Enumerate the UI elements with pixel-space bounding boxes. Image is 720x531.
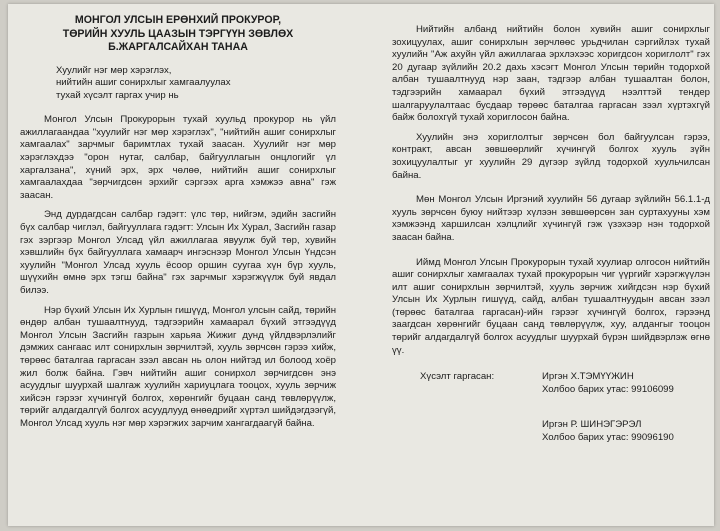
- requesters-label: Хүсэлт гаргасан:: [420, 371, 495, 383]
- subject-line-2: нийтийн ашиг сонирхлыг хамгаалуулах: [56, 77, 231, 89]
- body-paragraph: Монгол Улсын Прокурорын тухай хуульд прокурор нь үйл ажиллагаандаа "хуулийг нэг мөр хэрэглэх", "нийтийн ашиг сонирхлыг хамгаалах" зарчмыг баримтлах тухай заасан. Хуулийг нэг мөр хэрэглэхдээ "орон нутаг, салбар, байгууллагын онцлогийг үл харгалзана", хүний эрх, эрх чөлөө, нийтийн ашиг сонирхлыг хамгаалахдаа "зөрчигдсөн эрхийг сэргээх арга хэмжээ авна" гэж заасан.: [20, 114, 336, 201]
- body-paragraph: Иймд Монгол Улсын Прокурорын тухай хуулиар олгосон нийтийн ашиг сонирхлыг хамгаалах тухай прокурорын чиг үүргийг хэрэгжүүлэн илт ашиг сонирхлын зөрчилтэй, хууль зөрчиж хийгдсэн нэр бүхий Улсын Их Хурлын гишүүд, сайд, албан тушаалтнуудын авсан зээл (төрөөс баталгаа гаргасан)-ийн гэрээг хүчингүй болгох, гэрээнд заагдсан хөрөнгийг буцаан санд төвлөрүүлж, хуу, алдангыг тооцон төрийг алдагдалгүй болгох асуудлыг шуурхай бүрэн шийдвэрлэж өгнө үү.: [392, 256, 710, 356]
- requesters-block: [392, 371, 710, 481]
- left-column: [20, 14, 336, 438]
- subject-line-1: Хуулийг нэг мөр хэрэглэх,: [56, 64, 172, 76]
- header-line-1: МОНГОЛ УЛСЫН ЕРӨНХИЙ ПРОКУРОР,: [74, 14, 282, 26]
- header-line-3: Б.ЖАРГАЛСАЙХАН ТАНАА: [108, 41, 248, 53]
- body-paragraph: Хуулийн энэ хориглолтыг зөрчсөн бол байгуулсан гэрээ, контракт, авсан зөвшөөрлийг хүчингүй болгох хууль зүйн зохицуулалтыг уг хуулийн 29 дүгээр зүйлд тодорхой хуульчилсан байна.: [392, 131, 710, 181]
- signer-1-name: Иргэн Х.ТЭМҮҮЖИН: [542, 371, 634, 383]
- body-paragraph: Энд дурдагдсан салбар гэдэгт: үлс төр, нийгэм, эдийн засгийн бүх салбар чиглэл, байгууллага гэдэгт: Улсын Их Хурал, Засгийн газар гэх зэргээр Монгол Улсад үйл ажиллагаа явуулж буй төр, хувийн хэвшлийн бүх байгууллага хамаарч ингэснээр Монгол Улсын Үндсэн хуулийн "Монгол Улсад хууль ёсоор оршин суугаа хүн бүр хууль, шүүхийн өмнө эрх тэгш байна" гэх зарчмыг хэрэгжүүлж буй явдал билээ.: [20, 209, 336, 296]
- right-column: [392, 24, 710, 481]
- signer-1: [542, 371, 674, 396]
- body-paragraph: Нэр бүхий Улсын Их Хурлын гишүүд, Монгол улсын сайд, төрийн өндөр албан тушаалтнууд, тэдгээрийн хамаарал бүхий этгээдүүд Монгол Улсын Засгийн газрын харьяа Жижиг дунд үйлдвэрлэлийг дэмжих сангаас илт сонирхлын зөрчилтэй, хууль зөрчсөн гэрээ хийж, төрөөс баталгаа гаргасан зээл авсан нь олон нийтэд ил болоод хоёр жил болж байна. Гэвч нийтийн ашиг сонирхол зөрчигдсөн энэ асуудлыг шуурхай шалгаж хуулийн хариуцлага тооцох, хууль зөрчиж хийсэн гэрээг хүчингүй болгох, хөрөнгийг буцаан санд төвлөрүүлж, төрийг алдагдалгүй болгох асуудлууд өнөөдрийг хүртэл шийдэгдээгүй, Монгол Улсад хууль нэг мөр хэрэгжих зарчим хангагдаагүй байна.: [20, 304, 336, 429]
- addressee-header: [20, 14, 336, 55]
- body-paragraph: Мөн Монгол Улсын Иргэний хуулийн 56 дугаар зүйлийн 56.1.1-д хууль зөрчсөн буюу нийтээр хүлээн зөвшөөрсөн зан суртахууны хэм хэмжээнд харшилсан хэлцлийг хүчингүй гэж үзэхээр нэн тодорхой заасан байна.: [392, 194, 710, 243]
- signer-2-name: Иргэн Р. ШИНЭГЭРЭЛ: [542, 419, 642, 431]
- body-paragraph: Нийтийн албанд нийтийн болон хувийн ашиг сонирхлыг зохицуулах, ашиг сонирхлын зөрчлөөс урьдчилан сэргийлэх тухай хуулийн "Аж ахуйн үйл ажиллагаа эрхлэхээс хоригдсон хориглолт" гэх 20 дугаар зүйлийн 20.2 дахь хэсэгт Монгол Улсын төрийн тодорхой албан тушаалтнууд нэр заан, тэдгээр албан тушаалтан болон, тэдгээрийн хамаарал бүхий этгээдүүд нээлттэй тендер шалгаруулалтаас бусдаар төрөөс баталгаа гаргасан зээл хүртэхгүй байж болохгүй тухай хориглосон байна.: [392, 24, 710, 124]
- subject-block: [20, 65, 336, 103]
- signer-2: [542, 419, 674, 444]
- header-line-2: ТӨРИЙН ХУУЛЬ ЦААЗЫН ТЭРГҮҮН ЗӨВЛӨХ: [62, 27, 294, 40]
- signer-2-phone: Холбоо барих утас: 99096190: [542, 431, 674, 443]
- document-sheet: [8, 4, 714, 526]
- signer-1-phone: Холбоо барих утас: 99106099: [542, 383, 674, 395]
- subject-line-3: тухай хүсэлт гаргах учир нь: [56, 89, 179, 101]
